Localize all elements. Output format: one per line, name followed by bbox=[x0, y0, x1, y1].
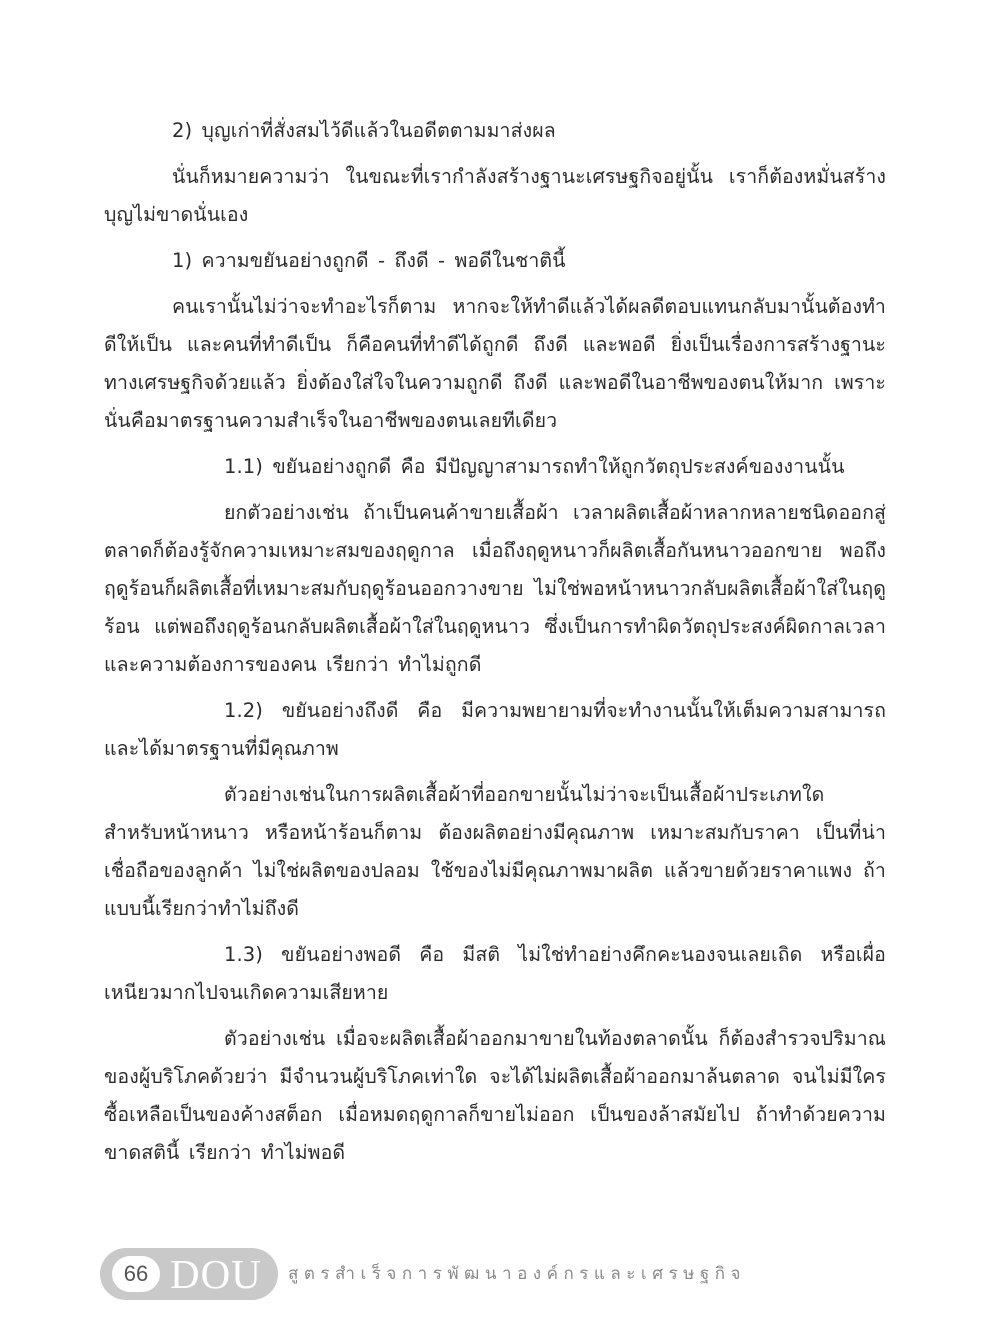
paragraph-merit-2: 2) บุญเก่าที่สั่งสมไว้ดีแล้วในอดีตตามมาส่งผล bbox=[172, 119, 556, 142]
paragraph-heading-1-3: 1.3) ขยันอย่างพอดี คือ มีสติ ไม่ใช่ทำอย่างคึกคะนองจนเลยเถิด หรือเผื่อเหนียวมากไปจนเกิดความเสียหาย bbox=[104, 943, 886, 1004]
paragraph-meaning: นั่นก็หมายความว่า ในขณะที่เรากำลังสร้างฐานะเศรษฐกิจอยู่นั้น เราก็ต้องหมั่นสร้างบุญไม่ขาดนั่นเอง bbox=[104, 165, 886, 226]
page-number: 66 bbox=[112, 1256, 160, 1292]
paragraph-heading-diligence: 1) ความขยันอย่างถูกดี - ถึงดี - พอดีในชาตินี้ bbox=[172, 249, 566, 272]
paragraph-example-1-1: ยกตัวอย่างเช่น ถ้าเป็นคนค้าขายเสื้อผ้า เวลาผลิตเสื้อผ้าหลากหลายชนิดออกสู่ตลาดก็ต้องรู้จักความเหมาะสมของฤดูกาล เมื่อถึงฤดูหนาวก็ผลิตเสื้อกันหนาวออกขาย พอถึงฤดูร้อนก็ผลิตเสื้อที่เหมาะสมกับฤดูร้อนออกวางขาย ไม่ใช่พอหน้าหนาวกลับผลิตเสื้อผ้าใส่ในฤดูร้อน แต่พอถึงฤดูร้อนกลับผลิตเสื้อผ้าใส่ในฤดูหนาว ซึ่งเป็นการทำผิดวัตถุประสงค์ผิดกาลเวลา และความต้องการของคน เรียกว่า ทำไม่ถูกดี bbox=[104, 501, 886, 676]
paragraph-example-1-3: ตัวอย่างเช่น เมื่อจะผลิตเสื้อผ้าออกมาขายในท้องตลาดนั้น ก็ต้องสำรวจปริมาณของผู้บริโภคด้วยว่า มีจำนวนผู้บริโภคเท่าใด จะได้ไม่ผลิตเสื้อผ้าออกมาล้นตลาด จนไม่มีใครซื้อเหลือเป็นของค้างสต็อก เมื่อหมดฤดูกาลก็ขายไม่ออก เป็นของล้าสมัยไป ถ้าทำด้วยความขาดสตินี้ เรียกว่า ทำไม่พอดี bbox=[104, 1027, 886, 1164]
paragraph-heading-1-2: 1.2) ขยันอย่างถึงดี คือ มีความพยายามที่จะทำงานนั้นให้เต็มความสามารถและได้มาตรฐานที่มีคุณภาพ bbox=[104, 699, 886, 760]
page-body bbox=[104, 112, 886, 1172]
page-footer bbox=[100, 1248, 900, 1300]
footer-badge bbox=[100, 1248, 278, 1300]
paragraph-example-1-2: ตัวอย่างเช่นในการผลิตเสื้อผ้าที่ออกขายนั้นไม่ว่าจะเป็นเสื้อผ้าประเภทใด สำหรับหน้าหนาว หรือหน้าร้อนก็ตาม ต้องผลิตอย่างมีคุณภาพ เหมาะสมกับราคา เป็นที่น่าเชื่อถือของลูกค้า ไม่ใช่ผลิตของปลอม ใช้ของไม่มีคุณภาพมาผลิต แล้วขายด้วยราคาแพง ถ้าแบบนี้เรียกว่าทำไม่ถึงดี bbox=[104, 783, 886, 920]
paragraph-heading-1-1: 1.1) ขยันอย่างถูกดี คือ มีปัญญาสามารถทำให้ถูกวัตถุประสงค์ของงานนั้น bbox=[224, 455, 845, 478]
brand-logo: DOU bbox=[170, 1251, 262, 1297]
book-title: สูตรสำเร็จการพัฒนาองค์กรและเศรษฐกิจ bbox=[288, 1264, 746, 1284]
paragraph-diligence-intro: คนเรานั้นไม่ว่าจะทำอะไรก็ตาม หากจะให้ทำดีแล้วได้ผลดีตอบแทนกลับมานั้นต้องทำดีให้เป็น และคนที่ทำดีเป็น ก็คือคนที่ทำดีได้ถูกดี ถึงดี และพอดี ยิ่งเป็นเรื่องการสร้างฐานะทางเศรษฐกิจด้วยแล้ว ยิ่งต้องใส่ใจในความถูกดี ถึงดี และพอดีในอาชีพของตนให้มาก เพราะนั่นคือมาตรฐานความสำเร็จในอาชีพของตนเลยทีเดียว bbox=[104, 295, 886, 432]
